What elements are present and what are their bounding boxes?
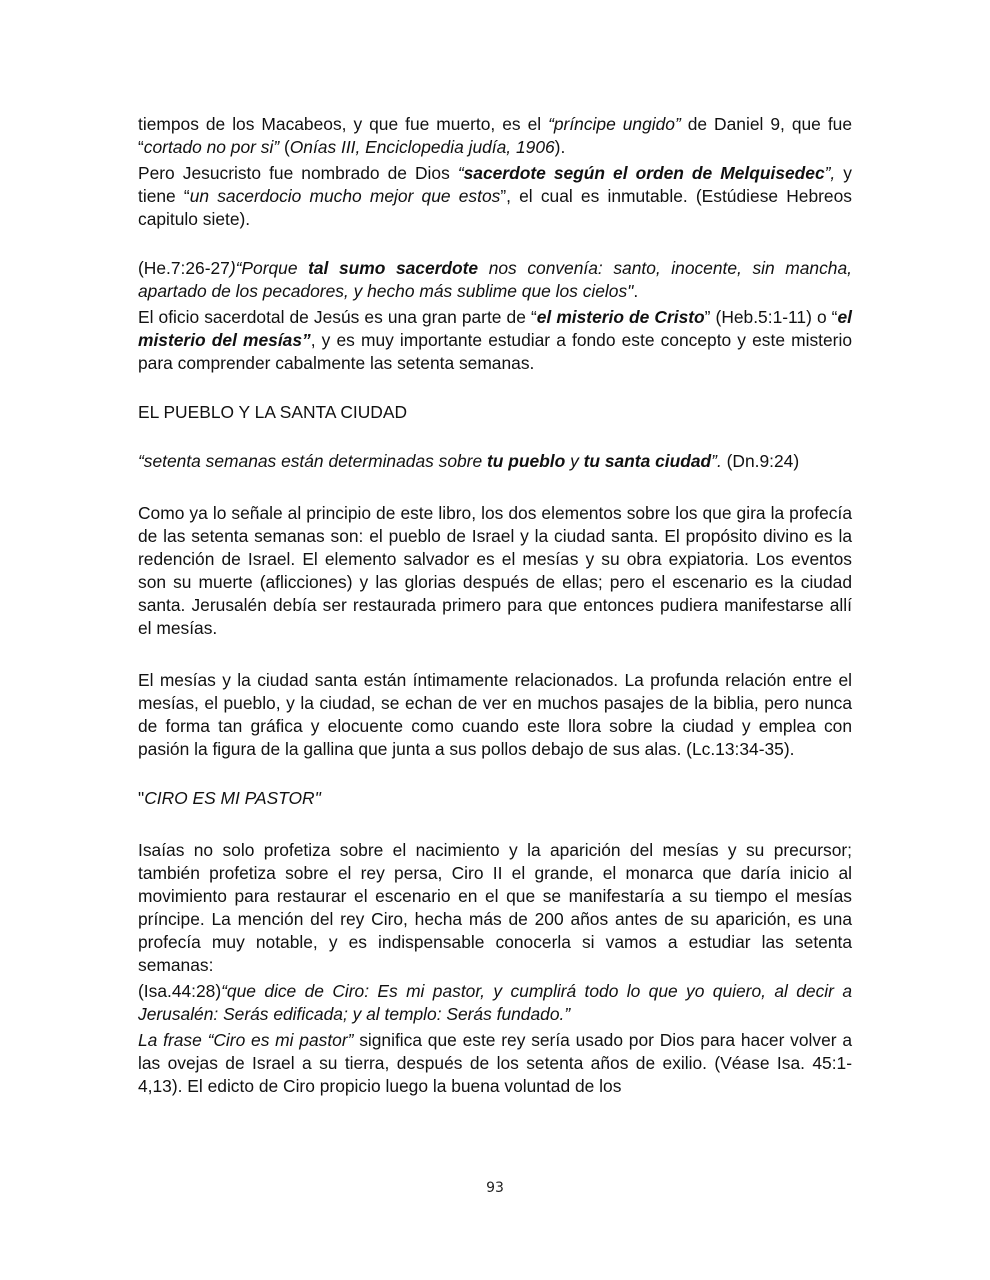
text-run: significa que este rey sería usado por Dios para hacer volver a las ovejas de Israel a su tierra, después de los setenta años de exilio. (Véase Isa. 45:1-4,13). El edicto de Ciro propicio luego la buena voluntad de los	[138, 1030, 852, 1096]
italic-run: )“Porque	[229, 258, 309, 278]
italic-run: y	[565, 451, 584, 471]
paragraph-9	[138, 980, 852, 1026]
italic-run: “	[457, 163, 464, 183]
paragraph-2	[138, 162, 852, 231]
text-run: tiempos de los Macabeos, y que fue muerto, es el	[138, 114, 549, 134]
bold-italic-run: sacerdote según el orden de Melquisedec	[463, 163, 825, 183]
paragraph-3	[138, 257, 852, 303]
paragraph-6: Como ya lo señale al principio de este libro, los dos elementos sobre los que gira la profecía de las setenta semanas son: el pueblo de Israel y la ciudad santa. El propósito divino es la redención de Israel. El elemento salvador es el mesías y su obra expiatoria. Los eventos son su muerte (aflicciones) y las glorias después de ellas; pero el escenario es la ciudad santa. Jerusalén debía ser restaurada primero para que entonces pudiera manifestarse allí el mesías.	[138, 503, 852, 638]
bold-italic-run: tu santa ciudad	[583, 451, 712, 471]
text-run: "	[138, 788, 145, 808]
paragraph-10	[138, 1029, 852, 1098]
bold-italic-run: tu pueblo	[486, 451, 566, 471]
text-run: El oficio sacerdotal de Jesús es una gran parte de “	[138, 307, 537, 327]
page-number: 93	[486, 1180, 504, 1196]
italic-run: cortado no por si”	[143, 137, 280, 157]
italic-run: un sacerdocio mucho mejor que estos	[189, 186, 501, 206]
italic-run: Onías III, Enciclopedia judía, 1906	[289, 137, 555, 157]
paragraph-4	[138, 306, 852, 375]
text-run: (Isa.44:28)	[138, 981, 222, 1001]
paragraph-1	[138, 113, 852, 159]
bold-italic-run: el misterio del mesías”	[138, 307, 852, 350]
text-run: ).	[554, 137, 566, 157]
page-body	[138, 113, 852, 1098]
text-run: Pero Jesucristo fue nombrado de Dios	[138, 163, 458, 183]
italic-run: ”,	[824, 163, 836, 183]
text-run: , y es muy importante estudiar a fondo este concepto y este misterio para comprender cabalmente las setenta semanas.	[138, 330, 852, 373]
paragraph-8: Isaías no solo profetiza sobre el nacimiento y la aparición del mesías y su precursor; también profetiza sobre el rey persa, Ciro II el grande, el monarca que daría inicio al movimiento para restaurar el escenario en el que se manifestaría a su tiempo el mesías príncipe. La mención del rey Ciro, hecha más de 200 años antes de su aparición, es una profecía muy notable, y es indispensable conocerla si vamos a estudiar las setenta semanas:	[138, 840, 852, 975]
italic-run: CIRO ES MI PASTOR"	[144, 788, 321, 808]
italic-run: “príncipe ungido”	[548, 114, 681, 134]
paragraph-5	[138, 450, 852, 473]
bold-italic-run: tal sumo sacerdote	[308, 258, 479, 278]
italic-run: ”.	[711, 451, 722, 471]
text-run: .	[633, 281, 639, 301]
text-run: y tiene “	[138, 163, 852, 206]
text-run: de Daniel 9, que fue “	[138, 114, 852, 157]
text-run: (	[279, 137, 290, 157]
section-heading-ciro	[138, 787, 852, 810]
italic-run: nos convenía: santo, inocente, sin mancha, apartado de los pecadores, y hecho más sublime que los cielos"	[138, 258, 852, 301]
text-run: ”, el cual es inmutable. (Estúdiese Hebreos capitulo siete).	[138, 186, 852, 229]
bold-italic-run: el misterio de Cristo	[536, 307, 705, 327]
paragraph-7: El mesías y la ciudad santa están íntimamente relacionados. La profunda relación entre el mesías, el pueblo, y la ciudad, se echan de ver en muchos pasajes de la biblia, pero nunca de forma tan gráfica y elocuente como cuando este llora sobre la ciudad y emplea con pasión la figura de la gallina que junta a sus pollos debajo de sus alas. (Lc.13:34-35).	[138, 670, 852, 759]
text-run: (He.7:26-27	[138, 258, 230, 278]
italic-run: “que dice de Ciro: Es mi pastor, y cumplirá todo lo que yo quiero, al decir a Jerusalén: Serás edificada; y al templo: Serás fundado.”	[138, 981, 852, 1024]
text-run: (Dn.9:24)	[721, 451, 800, 471]
text-run: ” (Heb.5:1-11) o “	[704, 307, 838, 327]
section-heading-pueblo: EL PUEBLO Y LA SANTA CIUDAD	[138, 402, 408, 422]
italic-run: La frase “Ciro es mi pastor”	[138, 1030, 354, 1050]
italic-run: “setenta semanas están determinadas sobre	[138, 451, 487, 471]
